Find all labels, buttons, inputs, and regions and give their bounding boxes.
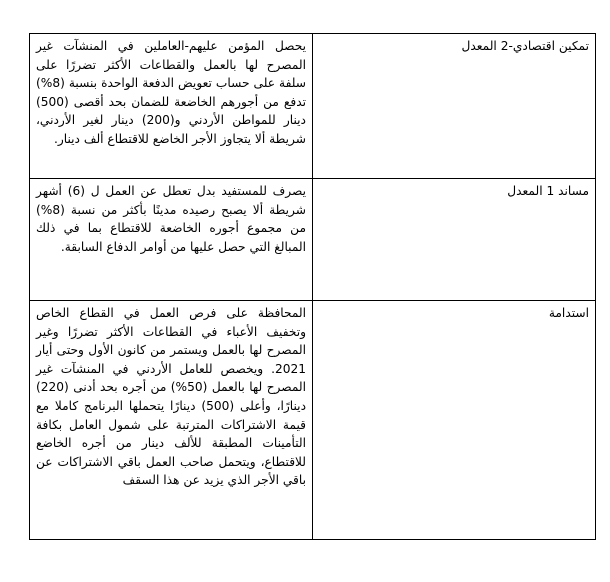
program-description-cell: يحصل المؤمن عليهم-العاملين في المنشآت غير المصرح لها بالعمل والقطاعات الأكثر تضررًا على سلفة على حساب تعويض الدفعة الواحدة بنسبة (8%) تدفع من أجورهم الخاضعة للضمان بحد أقصى (500) دينار للمواطن الأردني و(200) دينار لغير الأردني، شريطة ألا يتجاوز الأجر الخاضع للاقتطاع ألف دينار. [30, 34, 313, 179]
program-name-cell: مساند 1 المعدل [313, 179, 596, 301]
program-name-cell: استدامة [313, 301, 596, 540]
programs-table [29, 33, 596, 540]
program-description-cell: يصرف للمستفيد بدل تعطل عن العمل ل (6) أشهر شريطة ألا يصبح رصيده مدينًا بأكثر من نسبة (8%) من مجموع أجوره الخاضعة للاقتطاع بما في ذلك المبالغ التي حصل عليها من أوامر الدفاع السابقة. [30, 179, 313, 301]
table-row [30, 179, 596, 301]
table-row [30, 34, 596, 179]
table-row [30, 301, 596, 540]
program-description-cell: المحافظة على فرص العمل في القطاع الخاص وتخفيف الأعباء في القطاعات الأكثر تضررًا وغير المصرح لها بالعمل ويستمر من كانون الأول وحتى أيار 2021. ويخصص للعامل الأردني في المنشآت غير المصرح لها بالعمل (50%) من أجره بحد أدنى (220) دينارًا، وأعلى (500) دينارًا يتحملها البرنامج كاملا مع قيمة الاشتراكات المترتبة على شمول العامل بكافة التأمينات المطبقة للألف دينار من أجره الخاضع للاقتطاع، ويتحمل صاحب العمل باقي الاشتراكات عن باقي الأجر الذي يزيد عن هذا السقف [30, 301, 313, 540]
program-name-cell: تمكين اقتصادي-2 المعدل [313, 34, 596, 179]
